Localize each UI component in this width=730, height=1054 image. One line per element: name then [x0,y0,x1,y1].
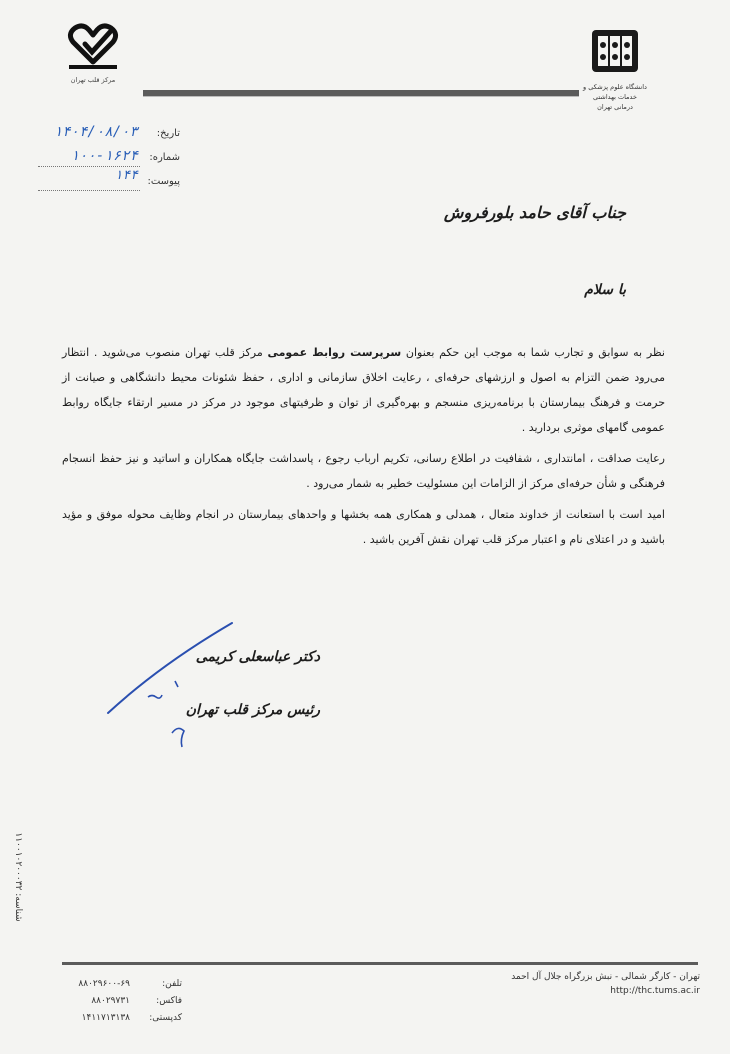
fax-row: فاکس: ۸۸۰۲۹۷۳۱ [62,993,182,1010]
date-row [30,124,180,148]
signatory-title: رئیس مرکز قلب تهران [185,702,320,718]
header-rule-shadow [143,96,579,97]
document-id: شناسه: ۱۱۰۰۱۰۲۰۰۰۳۲ [13,832,23,922]
university-emblem-icon [590,28,640,74]
attachment-label: پیوست: [147,176,180,187]
signatory-name: دکتر عباسعلی کریمی [195,649,320,665]
footer-contact-block [62,976,182,1027]
footer-address: تهران - کارگر شمالی - نبش بزرگراه جلال آل احمد [511,972,700,982]
footer-website[interactable]: http://thc.tums.ac.ir [610,986,700,996]
heart-center-caption: مرکز قلب تهران [70,76,116,84]
number-row [30,148,180,172]
phone-number: ۸۸۰۲۹۶۰۰-۶۹ [78,979,130,989]
number-value: ۱۰۰-۱۶۲۴ [70,148,138,164]
letter-body [62,340,665,552]
fax-number: ۸۸۰۲۹۷۳۱ [91,996,130,1006]
greeting: با سلام [584,282,626,298]
body-paragraph-1: نظر به سوابق و تجارب شما به موجب این حکم بعنوان سرپرست روابط عمومی مرکز قلب تهران منصوب می‌شوید . انتظار می‌رود ضمن التزام به اصول و ارزشهای حرفه‌ای ، رعایت اخلاق سازمانی و اداری ، حفظ شئونات محیط دانشگاهی و صیانت از حرمت و فرهنگ بیمارستان با برنامه‌ریزی منسجم و بهره‌گیری از توان و ظرفیتهای موجود در مرکز در مسیر ارتقاء جایگاه روابط عمومی گامهای موثری بردارید . [62,346,665,434]
heart-center-logo [62,22,124,84]
number-label: شماره: [149,152,180,163]
letter-meta [30,124,180,196]
university-caption: دانشگاه علوم پزشکی و خدمات بهداشتی درمانی تهران [583,83,647,111]
postal-row: کدپستی: ۱۴۱۱۷۱۳۱۳۸ [62,1010,182,1027]
heart-logo-icon [65,22,121,70]
footer-address-block [511,970,700,998]
body-paragraph-3: امید است با استعانت از خداوند متعال ، همدلی و همکاری همه بخشها و واحدهای بیمارستان در انجام وظایف محوله موفق و مؤید باشید و در اعتلای نام و اعتبار مرکز قلب تهران نقش آفرین باشید . [62,508,665,546]
date-value: ۱۴۰۴/۰۸/۰۳ [53,124,138,140]
phone-row: تلفن: ۸۸۰۲۹۶۰۰-۶۹ [62,976,182,993]
appointed-position: سرپرست روابط عمومی [267,346,402,359]
signature-block [100,615,320,765]
handwritten-signature [100,615,240,755]
recipient: جناب آقای حامد بلورفروش [443,203,626,222]
university-logo [580,28,650,112]
attachment-row [30,172,180,196]
date-label: تاریخ: [156,128,180,139]
footer-rule [62,962,698,965]
postal-code: ۱۴۱۱۷۱۳۱۳۸ [81,1013,130,1023]
body-paragraph-2: رعایت صداقت ، امانتداری ، شفافیت در اطلاع رسانی، تکریم ارباب رجوع ، پاسداشت جایگاه همکاران و اساتید و نیز حفظ انسجام فرهنگی و شأن حرفه‌ای مرکز از الزامات این مسئولیت خطیر به شمار می‌رود . [62,452,665,490]
number-sub-value: ۱۴۴ [114,168,138,183]
